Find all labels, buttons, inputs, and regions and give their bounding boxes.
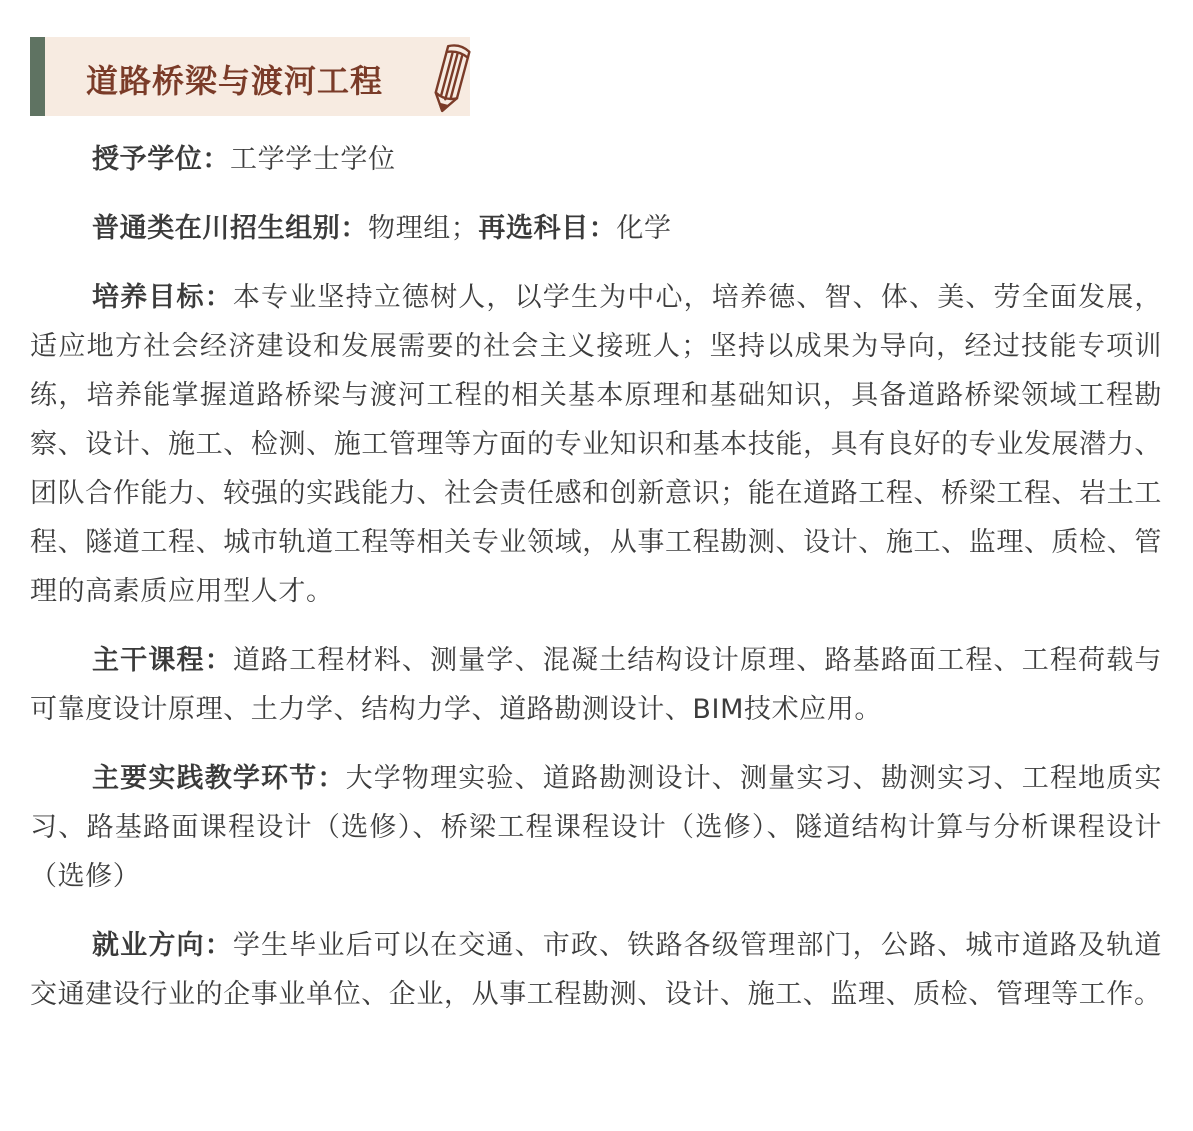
courses-text: 道路工程材料、测量学、混凝土结构设计原理、路基路面工程、工程荷载与可靠度设计原理、土力学、结构力学、道路勘测设计、BIM技术应用。 — [30, 645, 1162, 725]
career-label: 就业方向： — [92, 930, 233, 961]
courses-label: 主干课程： — [92, 645, 233, 676]
enrollment-group-label: 普通类在川招生组别： — [92, 213, 368, 244]
degree-label: 授予学位： — [92, 144, 230, 175]
enrollment-paragraph — [30, 204, 1162, 253]
elective-subject-value: 化学 — [616, 213, 672, 244]
objective-paragraph — [30, 273, 1162, 616]
courses-paragraph — [30, 636, 1162, 734]
elective-subject-label: 再选科目： — [478, 213, 617, 244]
practice-paragraph — [30, 754, 1162, 901]
page-title: 道路桥梁与渡河工程 — [86, 62, 384, 100]
career-paragraph — [30, 921, 1162, 1019]
career-text: 学生毕业后可以在交通、市政、铁路各级管理部门，公路、城市道路及轨道交通建设行业的企事业单位、企业，从事工程勘测、设计、施工、监理、质检、管理等工作。 — [30, 930, 1162, 1010]
objective-label: 培养目标： — [92, 282, 233, 313]
content-area — [30, 135, 1162, 1039]
enrollment-group-value: 物理组； — [368, 213, 479, 244]
objective-text: 本专业坚持立德树人，以学生为中心，培养德、智、体、美、劳全面发展，适应地方社会经济建设和发展需要的社会主义接班人；坚持以成果为导向，经过技能专项训练，培养能掌握道路桥梁与渡河工程的相关基本原理和基础知识，具备道路桥梁领域工程勘察、设计、施工、检测、施工管理等方面的专业知识和基本技能，具有良好的专业发展潜力、团队合作能力、较强的实践能力、社会责任感和创新意识；能在道路工程、桥梁工程、岩土工程、隧道工程、城市轨道工程等相关专业领域，从事工程勘测、设计、施工、监理、质检、管理的高素质应用型人才。 — [30, 282, 1162, 607]
section-title-bar — [30, 37, 470, 116]
practice-text: 大学物理实验、道路勘测设计、测量实习、勘测实习、工程地质实习、路基路面课程设计（选修）、桥梁工程课程设计（选修）、隧道结构计算与分析课程设计（选修） — [30, 763, 1162, 892]
pencil-icon — [422, 40, 480, 116]
practice-label: 主要实践教学环节： — [92, 763, 346, 794]
degree-value: 工学学士学位 — [230, 144, 396, 175]
degree-paragraph — [30, 135, 1162, 184]
title-accent-stripe — [30, 37, 45, 116]
